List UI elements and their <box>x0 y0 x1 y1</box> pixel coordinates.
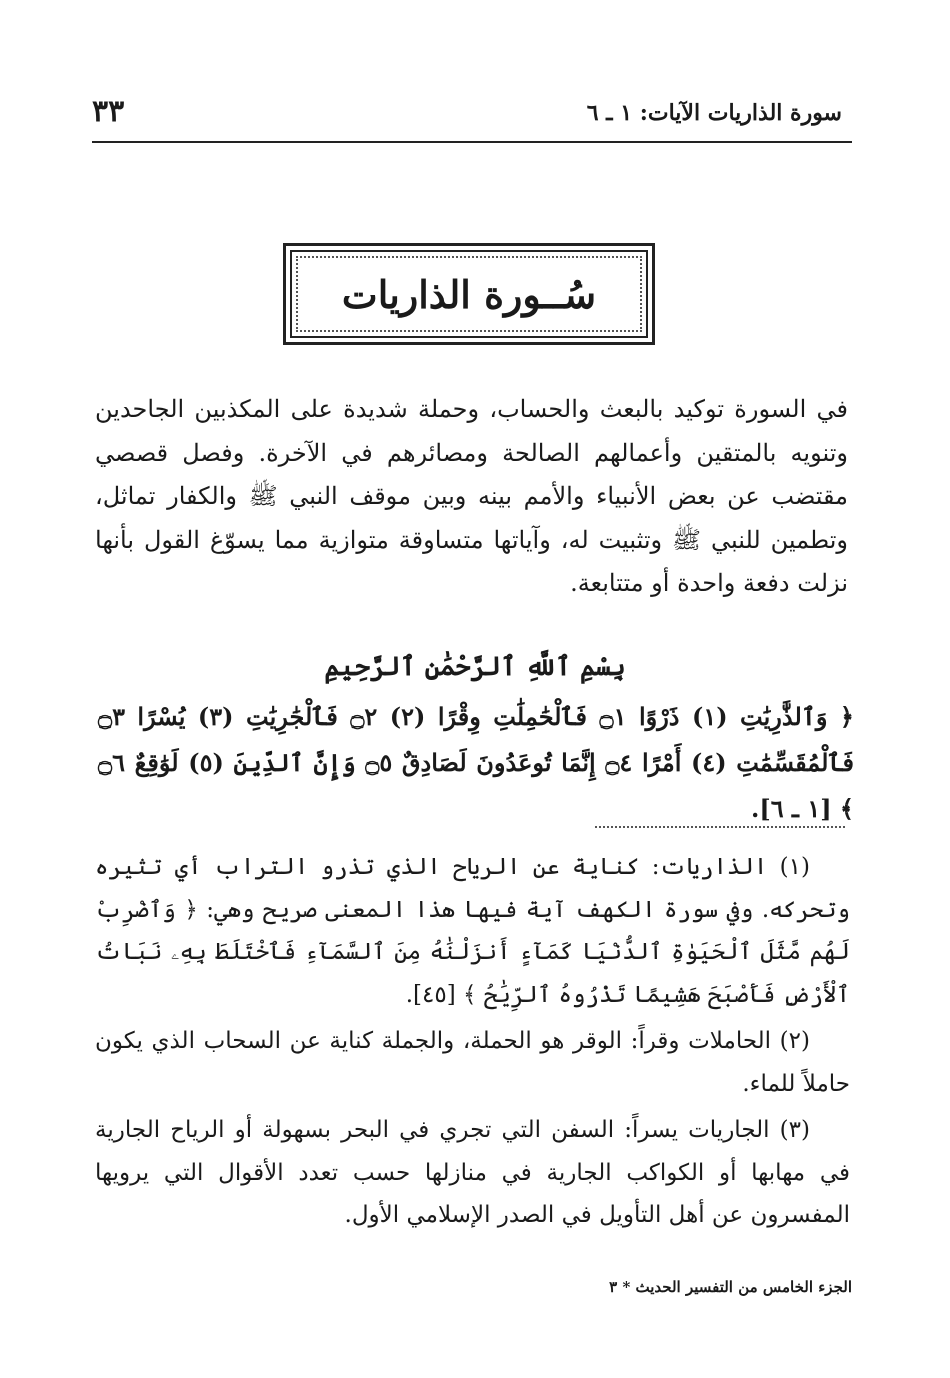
surah-title: سُــورة الذاريات <box>341 271 597 317</box>
footnote-1: (١) الذاريات: كناية عن الرياح الذي تذرو التراب أي تثيره وتحركه. وفي سورة الكهف آية فيها هذا المعنى صريح وهي: ﴿ وَٱضْرِبْ لَهُم مَّثَلَ ٱلْحَيَوٰةِ ٱلدُّنْيَا كَمَآءٍ أَنزَلْنَٰهُ مِنَ ٱلسَّمَآءِ فَٱخْتَلَطَ بِهِۦ نَبَاتُ ٱلْأَرْضِ فَأَصْبَحَ هَشِيمًا تَذْرُوهُ ٱلرِّيَٰحُ ﴾ [٤٥]. <box>95 854 850 1008</box>
page-footer: الجزء الخامس من التفسير الحديث * ٣ <box>609 1278 852 1296</box>
page-number: ٣٣ <box>92 94 125 129</box>
footnotes <box>95 846 850 1241</box>
surah-title-inner-frame <box>296 256 642 332</box>
intro-paragraph: في السورة توكيد بالبعث والحساب، وحملة شديدة على المكذبين الجاحدين وتنويه بالمتقين وأعمالهم الصالحة ومصائرهم في الآخرة. وفصل قصصي مقتضب عن بعض الأنبياء والأمم بينه وبين موقف النبي ﷺ والكفار تماثل، وتطمين للنبي ﷺ وتثبيت له، وآياتها متساوقة متوازية مما يسوّغ القول بأنها نزلت دفعة واحدة أو متتابعة. <box>95 395 848 597</box>
quran-verses: ﴿ وَٱلذَّٰرِيَٰتِ (١) ذَرْوًا ۝١ فَٱلْحَٰمِلَٰتِ وِقْرًا (٢) ۝٢ فَٱلْجَٰرِيَٰتِ (٣) يُسْرًا ۝٣ فَٱلْمُقَسِّمَٰتِ (٤) أَمْرًا ۝٤ إِنَّمَا تُوعَدُونَ لَصَادِقٌ ۝٥ وَإِنَّ ٱلدِّينَ (٥) لَوَٰقِعٌ ۝٦ ﴾ [١ ـ ٦]. <box>98 702 855 823</box>
basmala: بِسْمِ ٱللَّهِ ٱلرَّحْمَٰنِ ٱلرَّحِيمِ <box>324 652 626 682</box>
footnote-3: (٣) الجاريات يسراً: السفن التي تجري في البحر بسهولة أو الرياح الجارية في مهابها أو الكواكب الجارية في منازلها حسب تعدد الأقوال التي يرويها المفسرون عن أهل التأويل في الصدر الإسلامي الأول. <box>95 1117 850 1228</box>
surah-title-frame <box>283 243 655 345</box>
header-rule <box>92 141 852 143</box>
page-header <box>92 92 852 138</box>
footnote-separator <box>595 826 845 828</box>
footnote-2: (٢) الحاملات وقراً: الوقر هو الحملة، والجملة كناية عن السحاب الذي يكون حاملاً للماء. <box>95 1028 850 1097</box>
running-title: سورة الذاريات الآيات: ١ ـ ٦ <box>586 100 842 126</box>
